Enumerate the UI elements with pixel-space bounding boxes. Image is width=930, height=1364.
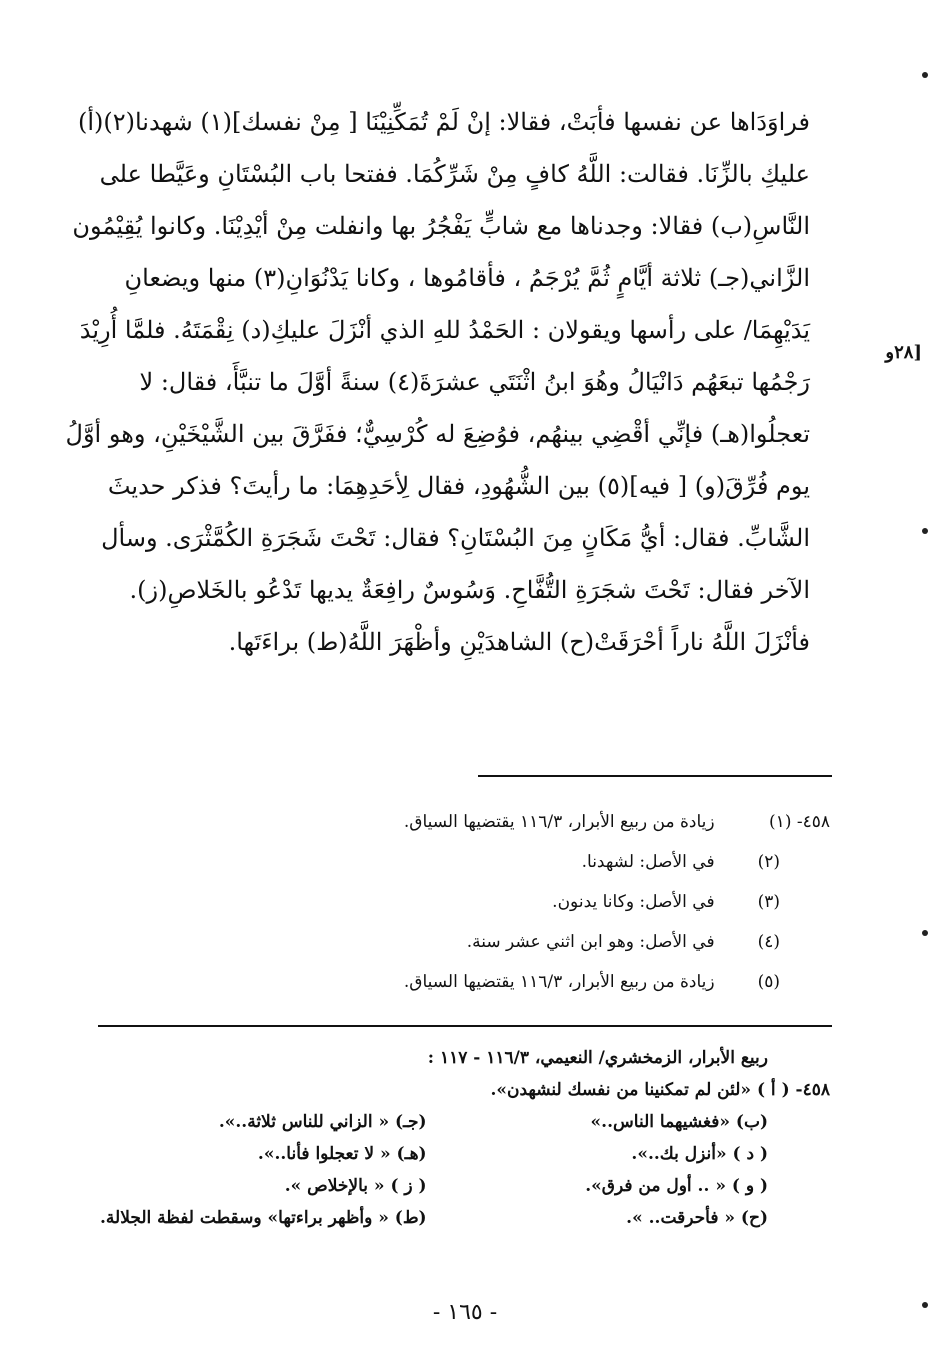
page-number: - ١٦٥ -	[432, 1300, 498, 1325]
footnote-item	[130, 842, 830, 882]
text-line: يوم فُرِّقَ(و) [ فيه](٥) بين الشُّهُودِ، فقال لِأحَدِهِمَا: ما رأيتَ؟ فذكر حديثَ	[107, 472, 810, 500]
variant-readings	[100, 1042, 830, 1234]
text-line: رَجْمُها تبعَهُم دَانْيَالُ وهُوَ ابنُ اثْنَتَي عشرَةَ(٤) سنةً أوَّلَ ما تنبَّأَ، فقال: لا	[139, 368, 810, 396]
variants-divider	[98, 1025, 832, 1027]
footnote-item	[130, 922, 830, 962]
margin-dot	[922, 72, 928, 78]
footnote-number: (٤)	[757, 932, 780, 952]
text-line: فراوَدَاها عن نفسها فأبَتْ، فقالا: إنْ لَمْ تُمَكِّنِيْنَا [ مِنْ نفسك](١) شهدنا(٢)(أ)	[77, 108, 810, 136]
text-line: فأنْزَلَ اللَّهُ ناراً أحْرَقَتْ(ح) الشاهدَيْنِ وأظْهَرَ اللَّهُ(ط) براءَتَها.	[228, 628, 810, 656]
variant-item: ( د ) «أنزل بك..».	[631, 1144, 768, 1164]
footnote-text: زيادة من ربيع الأبرار، ١١٦/٣ يقتضيها السياق.	[403, 972, 715, 992]
text-line: تعجلُوا(هـ) فإنِّي أقْضِي بينهُم، فوُضِعَ له كُرْسِيٌّ؛ ففَرَّقَ بين الشَّيْخَيْنِ، وهو أوَّلُ	[65, 420, 810, 448]
footnote-text: زيادة من ربيع الأبرار، ١١٦/٣ يقتضيها السياق.	[403, 812, 715, 832]
footnotes	[130, 802, 830, 1002]
margin-dot	[922, 528, 928, 534]
text-line: النَّاسِ(ب) فقالا: وجدناها مع شابٍّ يَفْجُرُ بها وانفلت مِنْ أيْدِيْنَا. وكانوا يُقِيْمُون	[72, 212, 810, 240]
variant-item: (هـ) « لا تعجلوا فأنا..».	[257, 1144, 427, 1164]
variants-heading: ربيع الأبرار، الزمخشري/ النعيمي، ١١٦/٣ - ١١٧ :	[427, 1048, 768, 1068]
variant-item: ٤٥٨- ( أ ) «لئن لم تمكنينا من نفسك لنشهدن».	[490, 1080, 830, 1100]
text-line: عليكِ بالزِّنَا. فقالت: اللَّهُ كافٍ مِنْ شَرِّكُمَا. ففتحا باب البُسْتَانِ وعَيَّطا على	[99, 160, 810, 188]
footnote-number: ٤٥٨- (١)	[769, 812, 830, 832]
footnote-number: (٢)	[757, 852, 780, 872]
footnote-text: في الأصل: لشهدنا.	[581, 852, 715, 872]
footnote-divider	[478, 775, 832, 777]
footnote-text: في الأصل: وهو ابن اثني عشر سنة.	[466, 932, 715, 952]
text-line: الشَّابِّ. فقال: أيُّ مَكَانٍ مِنَ البُسْتَانِ؟ فقال: تَحْتَ شَجَرَةِ الكُمَّثْرَى. وسأل	[101, 524, 810, 552]
footnote-number: (٥)	[757, 972, 780, 992]
footnote-item	[130, 962, 830, 1002]
variants-grid	[100, 1106, 830, 1234]
footnote-text: في الأصل: وكانا يدنون.	[552, 892, 715, 912]
variant-item: (جـ) « الزاني للناس ثلاثة..».	[218, 1112, 427, 1132]
variant-item: ( و ) « .. أول من فرق».	[585, 1176, 768, 1196]
text-line: يَدَيْهِمَا/ على رأسها ويقولان : الحَمْدُ للهِ الذي أنْزَلَ عليكِ(د) نِقْمَتَهُ. فلمَّا أُرِيْدَ	[79, 316, 810, 344]
footnote-item	[130, 882, 830, 922]
margin-dot	[922, 930, 928, 936]
variant-item: (ح) « فأحرقت.. ».	[626, 1208, 768, 1228]
footnote-item	[130, 802, 830, 842]
main-text	[65, 96, 810, 668]
text-line: الآخر فقال: تَحْتَ شجَرَةِ التُّفَّاحِ. وَسُوسٌ رافِعَةٌ يديها تَدْعُو بالخَلاصِ(ز).	[129, 576, 810, 604]
text-line: الزَّاني(جـ) ثلاثة أيَّامٍ ثُمَّ يُرْجَمُ ، فأقامُوها ، وكانا يَدْنُوَانِ(٣) منها ويضعانِ	[124, 264, 810, 292]
variant-item: (ب) «فغشيهما الناس..»	[590, 1112, 768, 1132]
folio-marker: [٢٨و	[885, 342, 922, 363]
footnote-number: (٣)	[757, 892, 780, 912]
variant-item: ( ز ) « بالإخلاص ».	[284, 1176, 427, 1196]
variant-item: (ط) « وأظهر براءتها» وسقطت لفظة الجلالة.	[100, 1208, 427, 1228]
